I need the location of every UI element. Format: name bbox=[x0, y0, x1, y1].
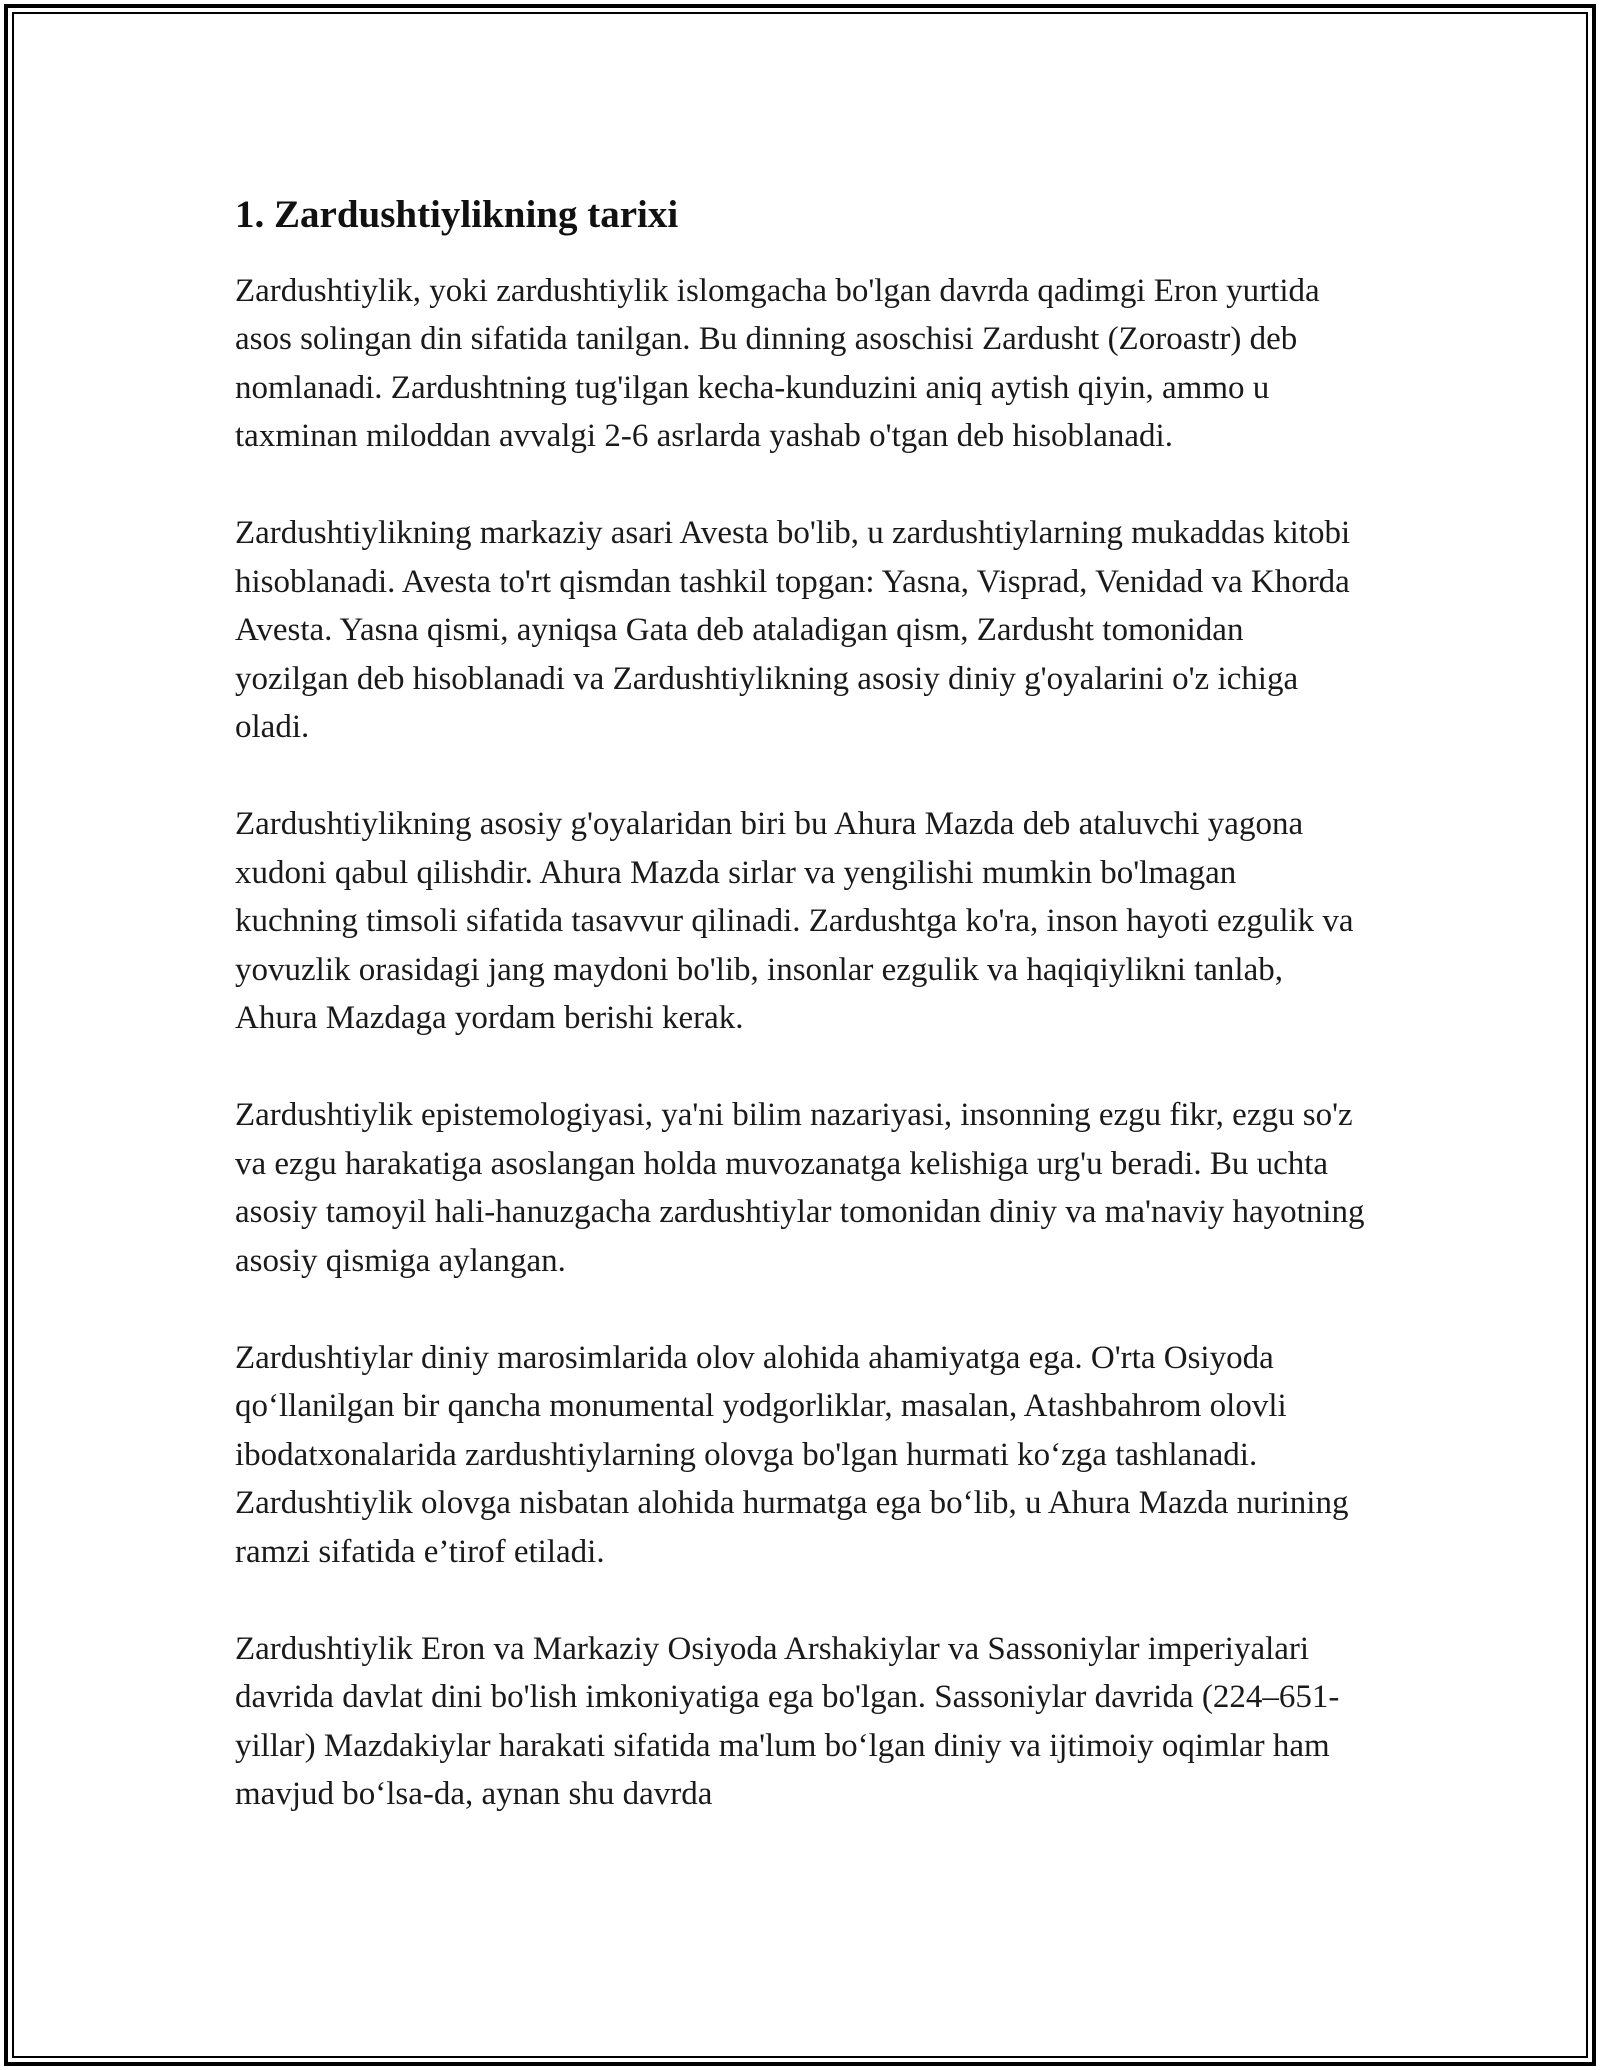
paragraph-history-intro: Zardushtiylik, yoki zardushtiylik islomgacha bo'lgan davrda qadimgi Eron yurtida asos solingan din sifatida tanilgan. Bu dinning asoschisi Zardusht (Zoroastr) deb nomlanadi. Zardushtning tug'ilgan kecha-kunduzini aniq aytish qiyin, ammo u taxminan miloddan avvalgi 2-6 asrlarda yashab o'tgan deb hisoblanadi. bbox=[235, 272, 1320, 455]
paragraph-fire-rituals: Zardushtiylar diniy marosimlarida olov alohida ahamiyatga ega. O'rta Osiyoda qo‘llanilgan bir qancha monumental yodgorliklar, masalan, Atashbahrom olovli ibodatxonalarida zardushtiylarning olovga bo'lgan hurmati ko‘zga tashlanadi. Zardushtiylik olovga nisbatan alohida hurmatga ega bo‘lib, u Ahura Mazda nurining ramzi sifatida e’tirof etiladi. bbox=[235, 1339, 1349, 1570]
section-title: 1. Zardushtiylikning tarixi bbox=[235, 193, 679, 236]
document-body bbox=[235, 180, 1365, 1867]
paragraph-avesta: Zardushtiylikning markaziy asari Avesta bo'lib, u zardushtiylarning mukaddas kitobi hisoblanadi. Avesta to'rt qismdan tashkil topgan: Yasna, Visprad, Venidad va Khorda Avesta. Yasna qismi, ayniqsa Gata deb ataladigan qism, Zardusht tomonidan yozilgan deb hisoblanadi va Zardushtiylikning asosiy diniy g'oyalarini o'z ichiga oladi. bbox=[235, 515, 1351, 746]
paragraph-ahura-mazda: Zardushtiylikning asosiy g'oyalaridan biri bu Ahura Mazda deb ataluvchi yagona xudoni qabul qilishdir. Ahura Mazda sirlar va yengilishi mumkin bo'lmagan kuchning timsoli sifatida tasavvur qilinadi. Zardushtga ko'ra, inson hayoti ezgulik va yovuzlik orasidagi jang maydoni bo'lib, insonlar ezgulik va haqiqiylikni tanlab, Ahura Mazdaga yordam berishi kerak. bbox=[235, 806, 1354, 1037]
paragraph-state-religion: Zardushtiylik Eron va Markaziy Osiyoda Arshakiylar va Sassoniylar imperiyalari davrida davlat dini bo'lish imkoniyatiga ega bo'lgan. Sassoniylar davrida (224–651-yillar) Mazdakiylar harakati sifatida ma'lum bo‘lgan diniy va ijtimoiy oqimlar ham mavjud bo‘lsa-da, aynan shu davrda bbox=[235, 1630, 1340, 1813]
paragraph-epistemology: Zardushtiylik epistemologiyasi, ya'ni bilim nazariyasi, insonning ezgu fikr, ezgu so'z va ezgu harakatiga asoslangan holda muvozanatga kelishiga urg'u beradi. Bu uchta asosiy tamoyil hali-hanuzgacha zardushtiylar tomonidan diniy va ma'naviy hayotning asosiy qismiga aylangan. bbox=[235, 1097, 1365, 1279]
